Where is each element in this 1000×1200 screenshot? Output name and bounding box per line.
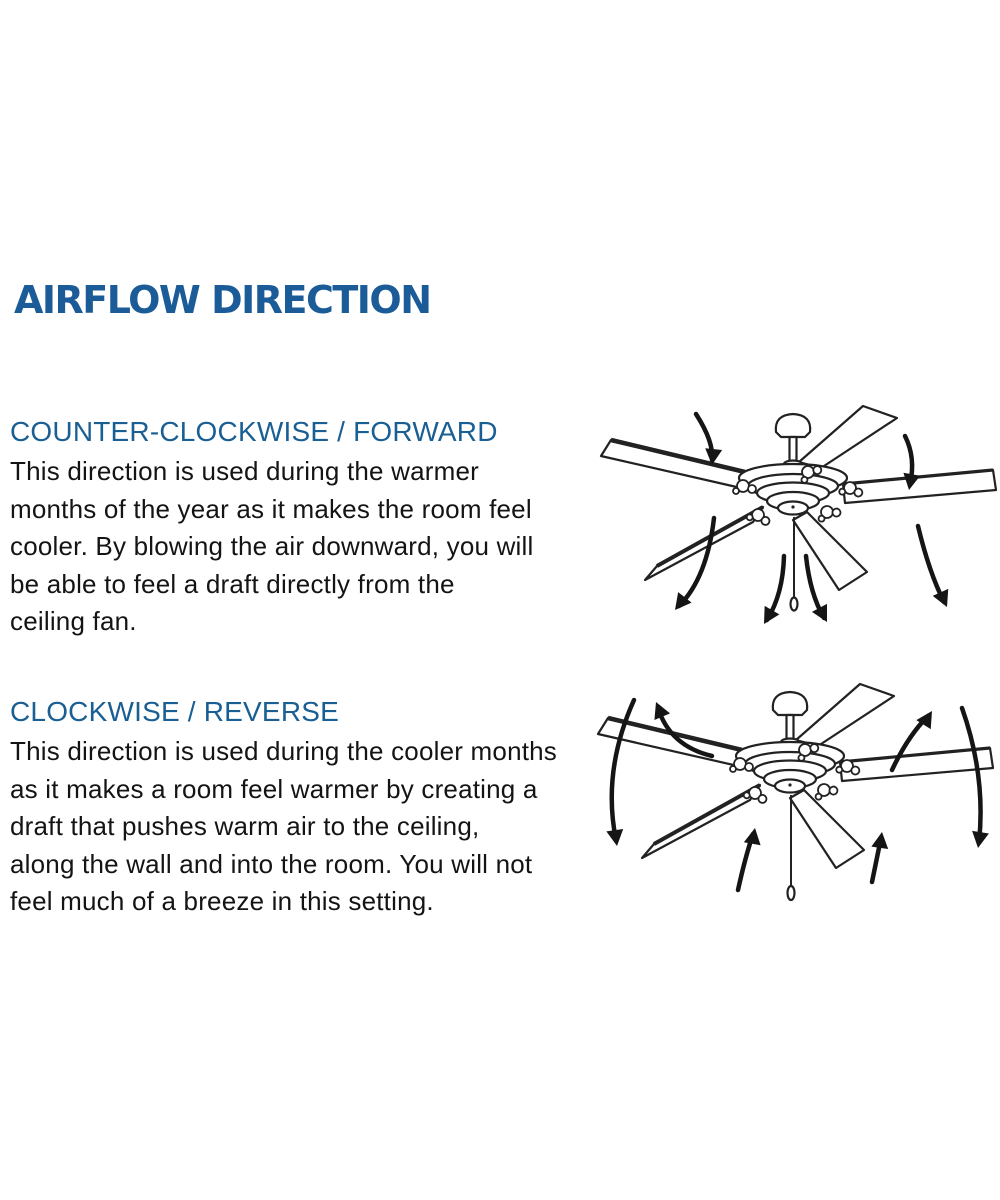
body-line: along the wall and into the room. You will not: [10, 848, 533, 879]
body-line: feel much of a breeze in this setting.: [10, 886, 434, 916]
down-arrow-top-left: [696, 414, 722, 466]
ceiling-fan-line-art: [601, 406, 996, 611]
down-arrow-left: [668, 518, 714, 615]
body-line: This direction is used during the cooler months: [10, 736, 558, 766]
body-line: be able to feel a draft directly from the: [10, 568, 455, 599]
body-line: This direction is used during the warmer: [10, 456, 479, 486]
ceiling-fan-downward-airflow-illustration: [593, 400, 1000, 658]
down-arrow-bottom-left: [757, 556, 784, 628]
ceiling-fan-upward-airflow-illustration: [588, 676, 1000, 940]
section-heading-forward: COUNTER-CLOCKWISE / FORWARD: [10, 416, 498, 447]
section-body-reverse: [10, 733, 610, 921]
up-arrow-bottom-left: [738, 827, 763, 890]
section-body-forward: [10, 453, 610, 641]
body-line: months of the year as it makes the room feel: [10, 493, 532, 524]
up-arrow-bottom-right: [871, 831, 890, 882]
section-clockwise-reverse: [10, 696, 610, 921]
body-line: cooler. By blowing the air downward, you will: [10, 531, 534, 561]
body-line: as it makes a room feel warmer by creating a: [10, 773, 538, 804]
body-line: ceiling fan.: [10, 606, 137, 636]
down-arrow-outer-right: [962, 708, 989, 849]
section-heading-reverse: CLOCKWISE / REVERSE: [10, 696, 339, 727]
body-line: draft that pushes warm air to the ceiling,: [10, 811, 480, 841]
down-arrow-right: [918, 526, 955, 610]
page-title: AIRFLOW DIRECTION: [14, 278, 431, 322]
section-counter-clockwise-forward: [10, 416, 610, 641]
